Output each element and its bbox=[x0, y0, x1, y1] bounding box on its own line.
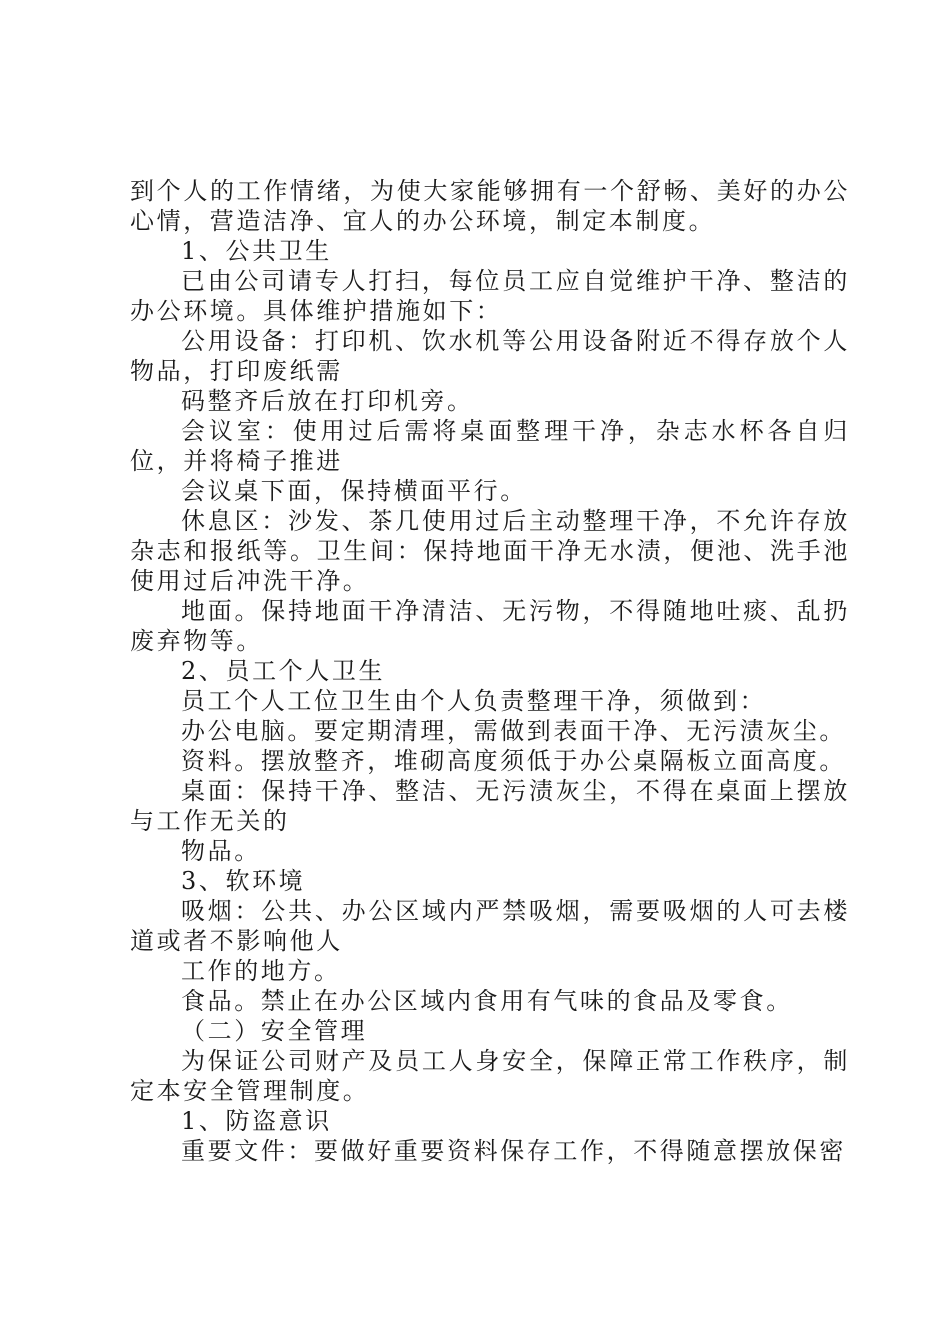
paragraph-rest-area: 休息区：沙发、茶几使用过后主动整理干净，不允许存放杂志和报纸等。卫生间：保持地面干净无水渍，便池、洗手池使用过后冲洗干净。 bbox=[130, 507, 850, 595]
paragraph-food: 食品。禁止在办公区域内食用有气味的食品及零食。 bbox=[181, 987, 793, 1015]
heading-public-hygiene: 1、公共卫生 bbox=[181, 237, 332, 265]
paragraph-workstation: 员工个人工位卫生由个人负责整理干净，须做到： bbox=[181, 687, 767, 715]
heading-anti-theft: 1、防盗意识 bbox=[181, 1107, 332, 1135]
paragraph-desktop-cont: 物品。 bbox=[181, 837, 261, 865]
paragraph-floor: 地面。保持地面干净清洁、无污物，不得随地吐痰、乱扔废弃物等。 bbox=[130, 597, 850, 655]
paragraph-cleaning: 已由公司请专人打扫，每位员工应自觉维护干净、整洁的办公环境。具体维护措施如下： bbox=[130, 267, 850, 325]
heading-safety-management: （二）安全管理 bbox=[181, 1017, 368, 1045]
paragraph-meeting-room-cont: 会议桌下面，保持横面平行。 bbox=[181, 477, 527, 505]
paragraph-public-equipment-cont: 码整齐后放在打印机旁。 bbox=[181, 387, 474, 415]
paragraph-important-files: 重要文件：要做好重要资料保存工作，不得随意摆放保密 bbox=[181, 1137, 846, 1165]
heading-personal-hygiene: 2、员工个人卫生 bbox=[181, 657, 386, 685]
document-body bbox=[130, 176, 850, 1166]
paragraph-intro: 到个人的工作情绪，为使大家能够拥有一个舒畅、美好的办公心情，营造洁净、宜人的办公环境，制定本制度。 bbox=[130, 177, 850, 235]
paragraph-smoking: 吸烟：公共、办公区域内严禁吸烟，需要吸烟的人可去楼道或者不影响他人 bbox=[130, 897, 850, 955]
paragraph-materials: 资料。摆放整齐，堆砌高度须低于办公桌隔板立面高度。 bbox=[181, 747, 846, 775]
paragraph-desktop: 桌面：保持干净、整洁、无污渍灰尘，不得在桌面上摆放与工作无关的 bbox=[130, 777, 850, 835]
paragraph-meeting-room: 会议室：使用过后需将桌面整理干净，杂志水杯各自归位，并将椅子推进 bbox=[130, 417, 850, 475]
paragraph-safety-intro: 为保证公司财产及员工人身安全，保障正常工作秩序，制定本安全管理制度。 bbox=[130, 1047, 850, 1105]
paragraph-smoking-cont: 工作的地方。 bbox=[181, 957, 341, 985]
paragraph-computer: 办公电脑。要定期清理，需做到表面干净、无污渍灰尘。 bbox=[181, 717, 846, 745]
paragraph-public-equipment: 公用设备：打印机、饮水机等公用设备附近不得存放个人物品，打印废纸需 bbox=[130, 327, 850, 385]
heading-soft-environment: 3、软环境 bbox=[181, 867, 306, 895]
